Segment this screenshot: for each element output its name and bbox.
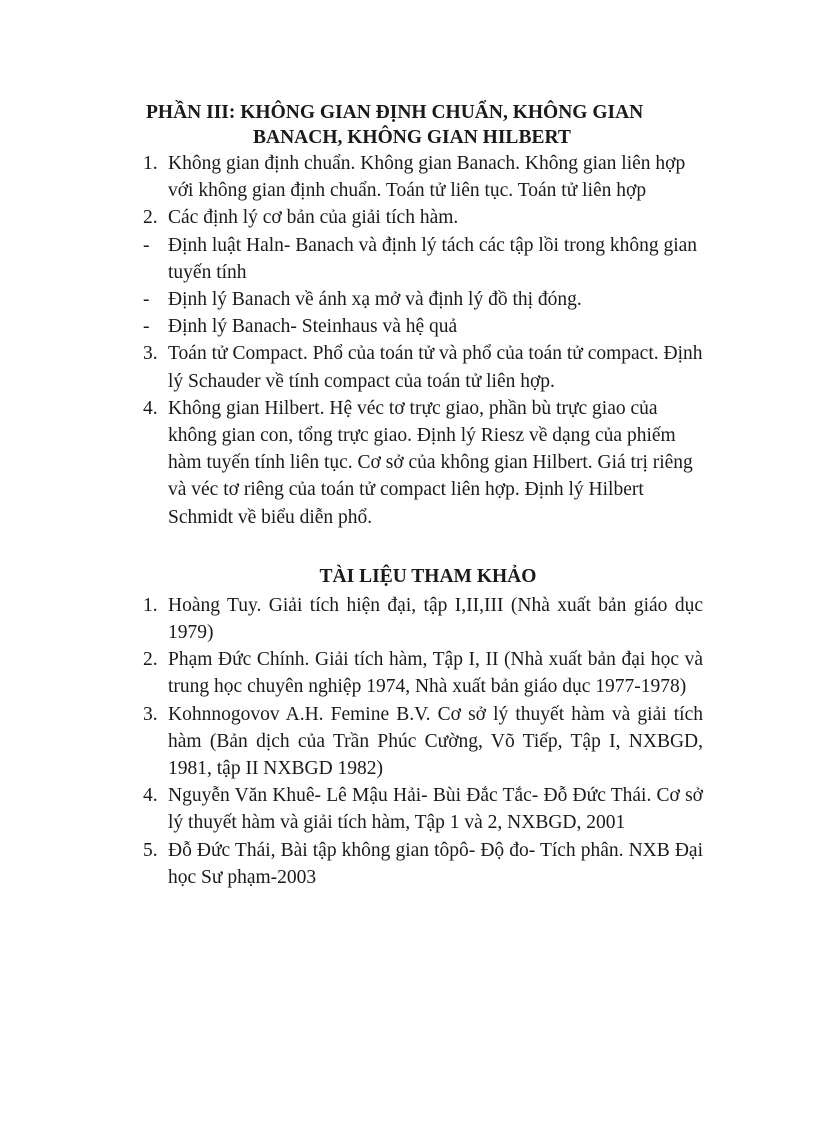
list-item bbox=[143, 340, 703, 394]
reference-text: Kohnnogovov A.H. Femine B.V. Cơ sở lý thuyết hàm và giải tích hàm (Bản dịch của Trần Phúc Cường, Võ Tiếp, Tập I, NXBGD, 1981, tập II NXBGD 1982) bbox=[168, 703, 703, 780]
reference-marker: 1. bbox=[143, 594, 158, 616]
list-item-text: Định lý Banach về ánh xạ mở và định lý đồ thị đóng. bbox=[168, 289, 582, 311]
list-marker: 1. bbox=[143, 153, 158, 174]
reference-item bbox=[143, 701, 703, 783]
list-marker: 3. bbox=[143, 343, 158, 365]
reference-item bbox=[143, 782, 703, 836]
list-item bbox=[143, 395, 703, 531]
reference-item bbox=[143, 837, 703, 891]
section-title-line-1: PHẦN III: KHÔNG GIAN ĐỊNH CHUẨN, KHÔNG GIAN bbox=[146, 102, 644, 123]
list-item-text: Các định lý cơ bản của giải tích hàm. bbox=[168, 207, 459, 229]
list-item-text: Không gian định chuẩn. Không gian Banach. Không gian liên hợp với không gian định chuẩn. Toán tử liên tục. Toán tử liên hợp bbox=[168, 153, 686, 202]
list-item-text: Toán tử Compact. Phổ của toán tử và phổ của toán tử compact. Định lý Schauder về tính compact của toán tử liên hợp. bbox=[168, 343, 703, 392]
list-marker: 4. bbox=[143, 397, 158, 419]
reference-item bbox=[143, 592, 703, 646]
list-item bbox=[143, 150, 703, 204]
reference-marker: 3. bbox=[143, 703, 158, 725]
list-marker: 2. bbox=[143, 207, 158, 229]
reference-marker: 4. bbox=[143, 785, 158, 807]
reference-item bbox=[143, 646, 703, 700]
reference-text: Phạm Đức Chính. Giải tích hàm, Tập I, II (Nhà xuất bản đại học và trung học chuyên nghiệp 1974, Nhà xuất bản giáo dục 1977-1978) bbox=[168, 649, 703, 698]
list-marker: - bbox=[143, 234, 150, 256]
list-marker: - bbox=[143, 316, 150, 338]
reference-text: Hoàng Tuy. Giải tích hiện đại, tập I,II,III (Nhà xuất bản giáo dục 1979) bbox=[168, 594, 703, 644]
list-item bbox=[143, 313, 703, 340]
list-item-text: Định lý Banach- Steinhaus và hệ quả bbox=[168, 316, 458, 338]
reference-marker: 2. bbox=[143, 649, 158, 671]
reference-text: Nguyễn Văn Khuê- Lê Mậu Hải- Bùi Đắc Tắc- Đỗ Đức Thái. Cơ sở lý thuyết hàm và giải tích hàm, Tập 1 và 2, NXBGD, 2001 bbox=[168, 785, 703, 834]
list-item bbox=[143, 204, 703, 231]
content-list bbox=[143, 150, 703, 531]
reference-marker: 5. bbox=[143, 839, 158, 861]
references-heading: TÀI LIỆU THAM KHẢO bbox=[319, 565, 537, 587]
section-title bbox=[143, 100, 703, 150]
list-item bbox=[143, 286, 703, 313]
list-item-text: Không gian Hilbert. Hệ véc tơ trực giao, phần bù trực giao của không gian con, tổng trực giao. Định lý Riesz về dạng của phiếm hàm tuyến tính liên tục. Cơ sở của không gian Hilbert. Giá trị riêng và véc tơ riêng của toán tử compact liên hợp. Định lý Hilbert Schmidt về biểu diễn phổ. bbox=[168, 397, 693, 528]
page-content bbox=[143, 100, 703, 891]
references-list bbox=[143, 592, 703, 891]
list-item-text: Định luật Haln- Banach và định lý tách các tập lồi trong không gian tuyến tính bbox=[168, 234, 698, 283]
reference-text: Đỗ Đức Thái, Bài tập không gian tôpô- Độ đo- Tích phân. NXB Đại học Sư phạm-2003 bbox=[168, 839, 703, 888]
section-title-line-2: BANACH, KHÔNG GIAN HILBERT bbox=[253, 127, 571, 148]
list-marker: - bbox=[143, 289, 150, 311]
list-item bbox=[143, 232, 703, 286]
